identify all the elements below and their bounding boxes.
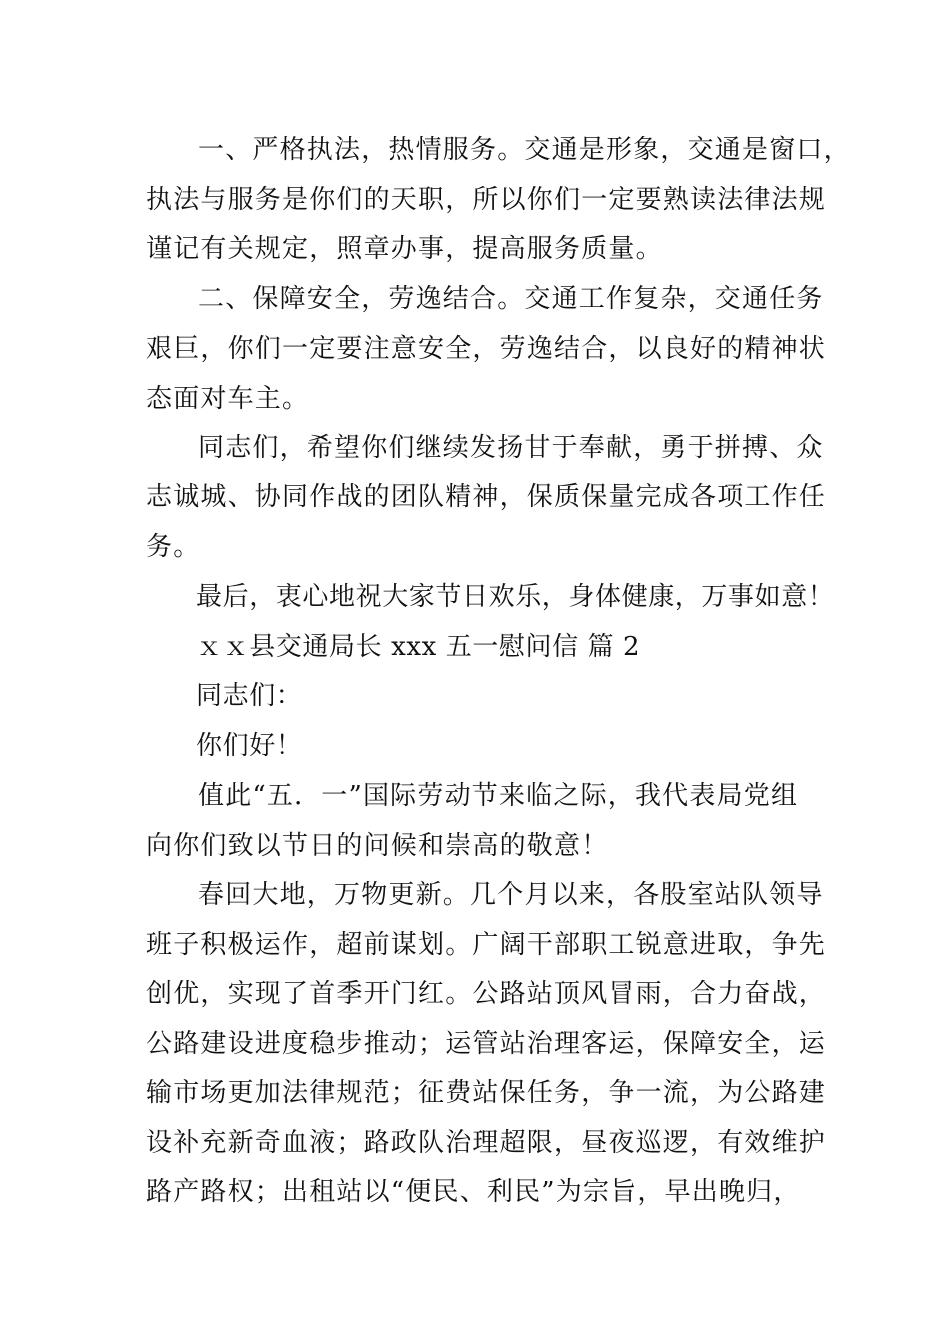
paragraph-line: 公路建设进度稳步推动；运管站治理客运，保障安全，运 — [146, 1029, 827, 1059]
paragraph-line: 向你们致以节日的问候和崇高的敬意！ — [146, 831, 609, 861]
paragraph-line: 值此“五．一”国际劳动节来临之际，我代表局党组 — [198, 781, 799, 811]
paragraph-line: 创优，实现了首季开门红。公路站顶风冒雨，合力奋战， — [146, 979, 827, 1009]
paragraph-line: 同志们，希望你们继续发扬甘于奉献，勇于拼搏、众 — [198, 433, 824, 463]
paragraph-line: 春回大地，万物更新。几个月以来，各股室站队领导 — [198, 880, 824, 910]
paragraph-line: 设补充新奇血液；路政队治理超限，昼夜巡逻，有效维护 — [146, 1128, 827, 1158]
salutation: 同志们： — [196, 681, 303, 711]
paragraph-line: 路产路权；出租站以“便民、利民”为宗旨，早出晚归， — [146, 1177, 801, 1207]
greeting: 你们好！ — [196, 731, 303, 761]
paragraph-line: 志诚城、协同作战的团队精神，保质保量完成各项工作任 — [146, 482, 827, 512]
paragraph-line: 一、严格执法，热情服务。交通是形象，交通是窗口， — [198, 135, 851, 165]
paragraph-line: 班子积极运作，超前谋划。广阔干部职工锐意进取，争先 — [146, 930, 827, 960]
paragraph-line: 艰巨，你们一定要注意安全，劳逸结合，以良好的精神状 — [146, 334, 827, 364]
paragraph-line: 执法与服务是你们的天职，所以你们一定要熟读法律法规 — [146, 185, 827, 215]
paragraph-line: 务。 — [146, 532, 201, 562]
section-heading: ｘｘ县交通局长 xxx 五一慰问信 篇 2 — [196, 632, 641, 662]
paragraph-line: 态面对车主。 — [146, 384, 310, 414]
closing-wishes: 最后，衷心地祝大家节日欢乐，身体健康，万事如意！ — [196, 582, 835, 612]
paragraph-line: 谨记有关规定，照章办事，提高服务质量。 — [146, 234, 663, 264]
paragraph-line: 输市场更加法律规范；征费站保任务，争一流，为公路建 — [146, 1078, 827, 1108]
paragraph-line: 二、保障安全，劳逸结合。交通工作复杂，交通任务 — [198, 284, 824, 314]
